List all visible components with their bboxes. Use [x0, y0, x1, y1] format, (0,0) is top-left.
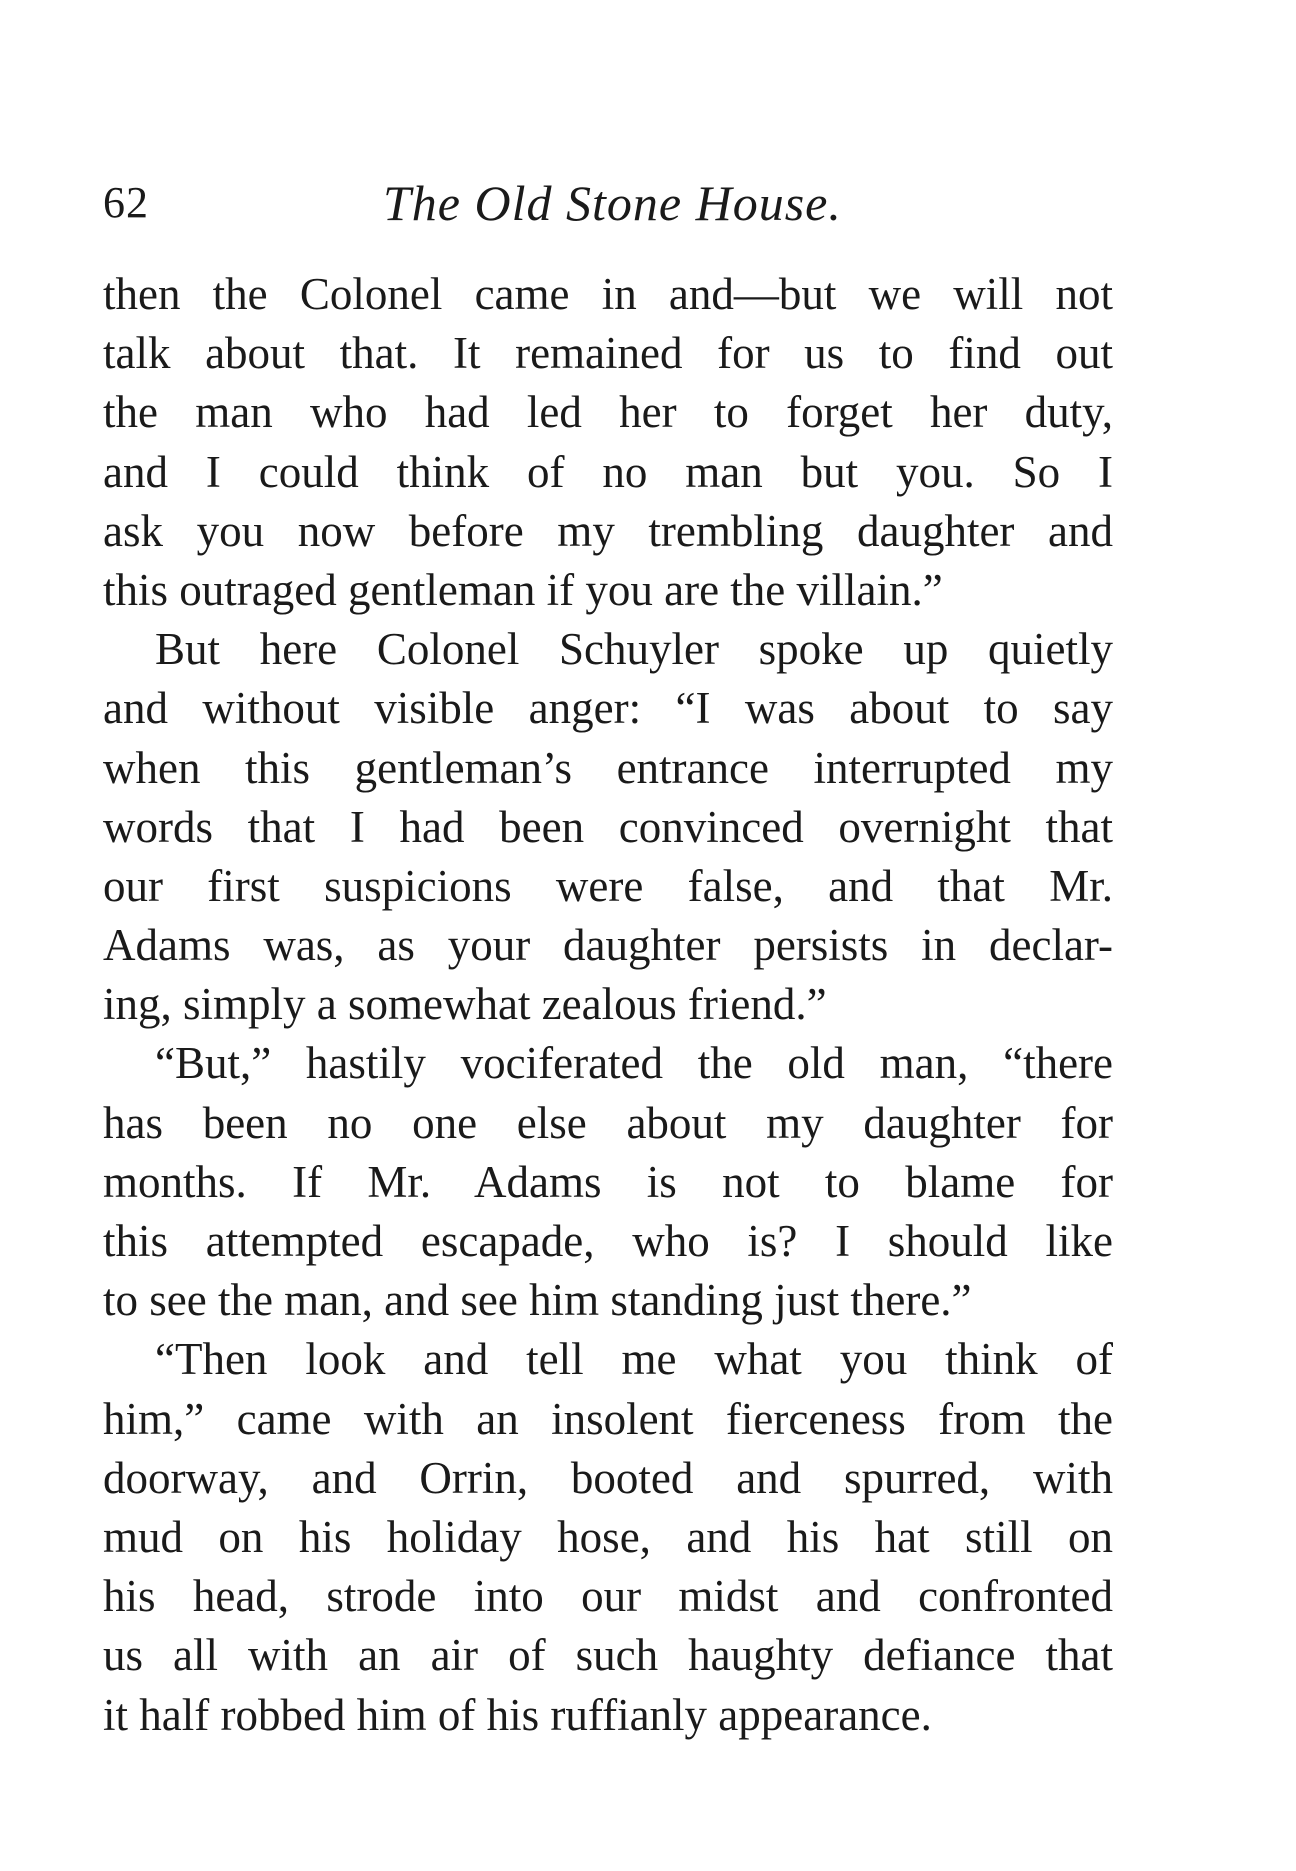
text-line: to see the man, and see him standing just there.”	[103, 1275, 972, 1326]
text-line: talk about that. It remained for us to find out	[103, 328, 1113, 379]
page-number: 62	[103, 178, 149, 227]
text-line: our first suspicions were false, and that Mr.	[103, 860, 1113, 911]
text-line: But here Colonel Schuyler spoke up quietly	[155, 624, 1113, 675]
text-line: and I could think of no man but you. So I	[103, 446, 1113, 497]
text-line: this outraged gentleman if you are the villain.”	[103, 564, 943, 615]
text-line: Adams was, as your daughter persists in declar-	[103, 920, 1113, 971]
page-header	[103, 168, 1113, 238]
text-line: the man who had led her to forget her duty,	[103, 387, 1113, 438]
text-line: him,” came with an insolent fierceness from the	[103, 1393, 1113, 1444]
body-text	[103, 265, 1113, 1745]
text-line: us all with an air of such haughty defiance that	[103, 1630, 1113, 1681]
text-line: months. If Mr. Adams is not to blame for	[103, 1156, 1113, 1207]
text-line: it half robbed him of his ruffianly appearance.	[103, 1689, 932, 1740]
text-line: words that I had been convinced overnight that	[103, 801, 1113, 852]
text-line: doorway, and Orrin, booted and spurred, with	[103, 1452, 1113, 1503]
text-line: when this gentleman’s entrance interrupted my	[103, 742, 1113, 793]
text-line: his head, strode into our midst and confronted	[103, 1571, 1113, 1622]
text-line: and without visible anger: “I was about to say	[103, 683, 1113, 734]
text-line: has been no one else about my daughter for	[103, 1097, 1113, 1148]
text-line: then the Colonel came in and—but we will not	[103, 269, 1113, 319]
text-line: mud on his holiday hose, and his hat still on	[103, 1511, 1113, 1562]
text-line: ing, simply a somewhat zealous friend.”	[103, 979, 827, 1030]
text-line: “But,” hastily vociferated the old man, “there	[155, 1038, 1113, 1089]
text-line: ask you now before my trembling daughter and	[103, 505, 1113, 556]
text-line: this attempted escapade, who is? I should like	[103, 1216, 1113, 1266]
text-line: “Then look and tell me what you think of	[155, 1334, 1113, 1385]
running-title: The Old Stone House.	[383, 175, 842, 231]
